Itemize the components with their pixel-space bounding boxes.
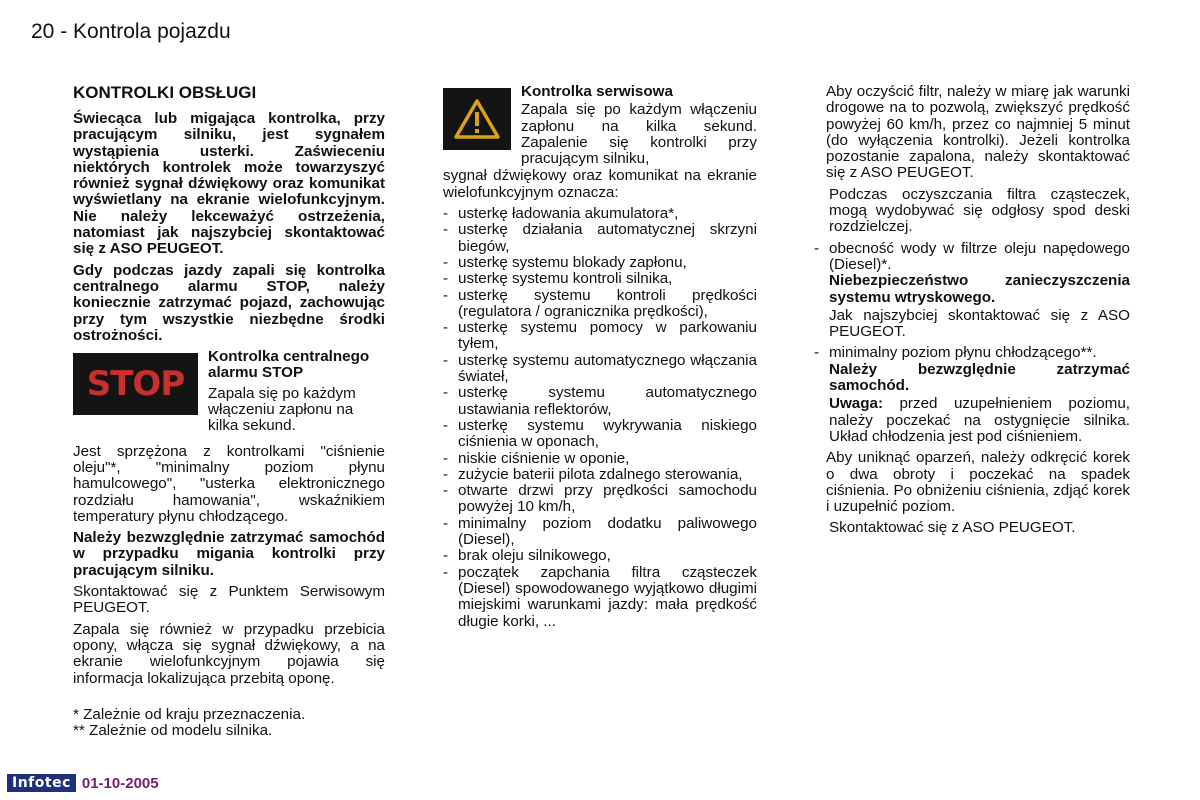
puncture-paragraph: Zapala się również w przypadku przebicia opony, włącza się sygnał dźwiękowy, a na ekranie wielofunkcyjnym pojawia się informacja lokalizująca przebitą oponę.: [73, 620, 385, 687]
list-item: - brak oleju silnikowego,: [443, 548, 757, 564]
note-label: Uwaga:: [829, 395, 884, 413]
water-contact-text: Jak najszybciej skontaktować się z ASO PEUGEOT.: [829, 306, 1130, 341]
coolant-stop-text: Należy bezwzględnie zatrzymać samochód.: [829, 360, 1130, 395]
list-item: - obecność wody w filtrze oleju napędowego (Diesel)*.: [814, 241, 1130, 274]
extra-fault-list-water: [814, 241, 1130, 274]
must-stop-paragraph: Należy bezwzględnie zatrzymać samochód w przypadku migania kontrolki przy pracującym silniku.: [73, 529, 385, 579]
extra-fault-list-coolant: [814, 345, 1130, 361]
water-danger-text: Niebezpieczeństwo zanieczyszczenia systemu wtryskowego.: [829, 272, 1130, 306]
footnote-1: * Zależnie od kraju przeznaczenia.: [73, 705, 306, 723]
footnotes: [73, 707, 385, 740]
footer-date: 01-10-2005: [81, 774, 159, 792]
list-item: - usterkę systemu blokady zapłonu,: [443, 255, 757, 271]
stop-indicator-desc: Zapala się po każdym włączeniu zapłonu na kilka sekund.: [208, 384, 356, 435]
list-item: - minimalny poziom płynu chłodzącego**.: [814, 345, 1130, 361]
service-meaning-intro: sygnał dźwiękowy oraz komunikat na ekranie wielofunkcyjnym oznacza:: [443, 167, 757, 201]
page-footer: [7, 774, 159, 792]
list-item: - usterkę systemu kontroli prędkości (regulatora / ogranicznika prędkości),: [443, 288, 757, 321]
service-indicator-desc: Zapala się po każdym włączeniu zapłonu na kilka sekund. Zapalenie się kontrolki przy pracującym silniku,: [521, 101, 757, 168]
stop-indicator-title: Kontrolka centralnego alarmu STOP: [208, 348, 370, 382]
stop-indicator-block: [73, 349, 385, 439]
page-header: 20 - Kontrola pojazdu: [31, 20, 231, 43]
footnote-2: ** Zależnie od modelu silnika.: [73, 722, 273, 740]
list-item: - usterkę systemu pomocy w parkowaniu tyłem,: [443, 320, 757, 353]
linked-indicators-paragraph: Jest sprzężona z kontrolkami "ciśnienie oleju"*, "minimalny poziom płynu hamulcowego", "usterka elektronicznego rozdziału hamowania", wskaźnikiem temperatury płynu chłodzącego.: [73, 442, 385, 525]
column-right: [814, 84, 1130, 542]
contact-paragraph: Skontaktować się z Punktem Serwisowym PEUGEOT.: [73, 583, 385, 617]
fault-list: [443, 206, 757, 630]
service-indicator-title: Kontrolka serwisowa: [521, 83, 673, 100]
coolant-note: [814, 396, 1130, 445]
filter-cleaning-paragraph: Aby oczyścić filtr, należy w miarę jak warunki drogowe na to pozwolą, zwiększyć prędkość powyżej 60 km/h, przez co najmniej 5 minut (do wyłączenia kontrolki). Jeżeli kontrolka pozostanie zapalona, należy skontaktować się z ASO PEUGEOT.: [826, 83, 1130, 182]
list-item: - minimalny poziom dodatku paliwowego (Diesel),: [443, 516, 757, 549]
intro-paragraph: Świecąca lub migająca kontrolka, przy pracującym silniku, jest sygnałem wystąpienia usterki. Zaświeceniu niektórych kontrolek może towarzyszyć również sygnał dźwiękowy oraz komunikat wyświetlany na ekranie wielofunkcyjnym. Nie należy lekceważyć ostrzeżenia, natomiast jak najszybciej skontaktować się z ASO PEUGEOT.: [73, 110, 385, 258]
list-item: - usterkę systemu wykrywania niskiego ciśnienia w oponach,: [443, 418, 757, 451]
stop-icon-label: STOP: [86, 364, 185, 404]
final-contact-text: Skontaktować się z ASO PEUGEOT.: [829, 519, 1076, 537]
list-item: - usterkę systemu automatycznego ustawiania reflektorów,: [443, 385, 757, 418]
column-middle: [443, 84, 757, 630]
stop-warning-paragraph: Gdy podczas jazdy zapali się kontrolka centralnego alarmu STOP, należy koniecznie zatrzymać pojazd, zachowując przy tym wszystkie niezbędne środki ostrożności.: [73, 261, 385, 344]
burn-warning-paragraph: Aby uniknąć oparzeń, należy odkręcić korek o dwa obroty i poczekać na spadek ciśnienia. Po obniżeniu ciśnienia, zdjąć korek i uzupełnić poziom.: [826, 449, 1130, 516]
infotec-logo: Infotec: [7, 774, 76, 792]
column-left: [73, 84, 385, 739]
list-item: - początek zapchania filtra cząsteczek (Diesel) spowodowanego wyjątkowo długimi miejskimi warunkami jazdy: mała prędkość długie korki, ...: [443, 565, 757, 630]
list-item: - niskie ciśnienie w oponie,: [443, 451, 757, 467]
section-heading: KONTROLKI OBSŁUGI: [73, 83, 257, 102]
note-text: przed uzupełnieniem poziomu, należy poczekać na ostygnięcie silnika. Układ chłodzenia jest pod ciśnieniem.: [829, 395, 1130, 445]
list-item: - otwarte drzwi przy prędkości samochodu powyżej 10 km/h,: [443, 483, 757, 516]
service-indicator-block: [443, 84, 757, 172]
list-item: - usterkę działania automatycznej skrzyni biegów,: [443, 222, 757, 255]
list-item: - usterkę systemu automatycznego włączania świateł,: [443, 353, 757, 386]
list-item: - usterkę ładowania akumulatora*,: [443, 206, 757, 222]
stop-icon: [73, 353, 198, 415]
warning-triangle-icon: [443, 88, 511, 150]
list-item: - usterkę systemu kontroli silnika,: [443, 271, 757, 287]
filter-noise-paragraph: Podczas oczyszczania filtra cząsteczek, mogą wydobywać się odgłosy spod deski rozdzielczej.: [829, 185, 1130, 236]
list-item: - zużycie baterii pilota zdalnego sterowania,: [443, 467, 757, 483]
